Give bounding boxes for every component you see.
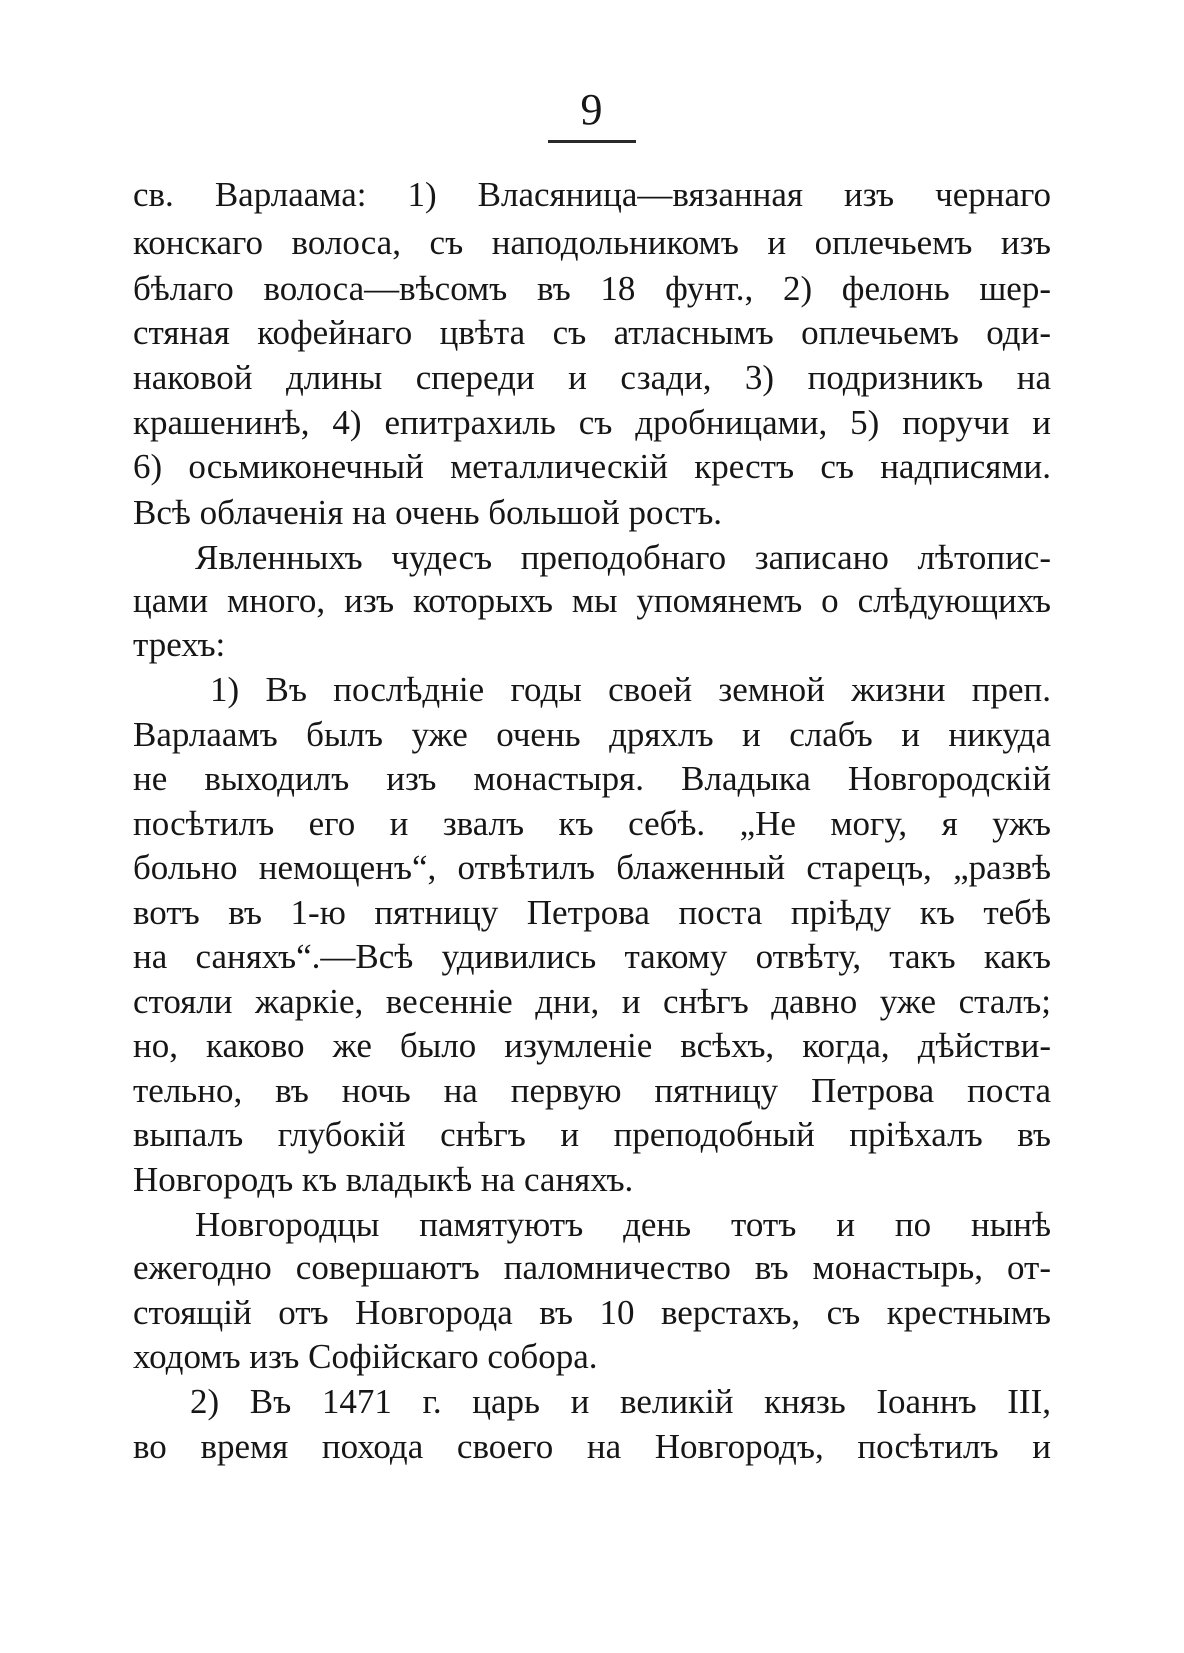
text-line: цами много, изъ которыхъ мы упомянемъ о слѣдующихъ [133,581,1051,620]
text-line: больно немощенъ“, отвѣтилъ блаженный старецъ, „развѣ [133,848,1051,887]
text-line: 2) Въ 1471 г. царь и великій князь Іоаннъ III, [190,1382,1051,1421]
text-line: выпалъ глубокій снѣгъ и преподобный пріѣхалъ въ [133,1115,1051,1154]
text-line: Варлаамъ былъ уже очень дряхлъ и слабъ и никуда [133,715,1051,754]
text-line: на саняхъ“.—Всѣ удивились такому отвѣту, такъ какъ [133,937,1051,976]
text-line: бѣлаго волоса—вѣсомъ въ 18 фунт., 2) фелонь шер- [133,269,1051,308]
text-line: Всѣ облаченія на очень большой ростъ. [133,493,723,532]
text-line: Новгородцы памятуютъ день тотъ и по нынѣ [195,1205,1051,1244]
text-line: Явленныхъ чудесъ преподобнаго записано лѣтопис- [195,538,1051,577]
page-number-rule [548,140,636,143]
page-number: 9 [580,85,604,134]
text-line: св. Варлаама: 1) Власяница—вязанная изъ чернаго [133,175,1051,214]
text-line: наковой длины спереди и сзади, 3) подризникъ на [133,358,1051,397]
text-line: конскаго волоса, съ наподольникомъ и оплечьемъ изъ [133,223,1051,262]
text-line: ходомъ изъ Софійскаго собора. [133,1337,598,1376]
text-line: трехъ: [133,625,226,664]
text-line: но, каково же было изумленіе всѣхъ, когда, дѣйстви- [133,1026,1051,1065]
text-line: тельно, въ ночь на первую пятницу Петрова поста [133,1071,1051,1110]
text-line: вотъ въ 1-ю пятницу Петрова поста пріѣду къ тебѣ [133,893,1051,932]
text-line: 1) Въ послѣдніе годы своей земной жизни преп. [210,670,1051,709]
text-line: стояли жаркіе, весенніе дни, и снѣгъ давно уже сталъ; [133,982,1051,1021]
text-line: ежегодно совершаютъ паломничество въ монастырь, от- [133,1248,1051,1287]
text-line: стоящій отъ Новгорода въ 10 верстахъ, съ крестнымъ [133,1293,1051,1332]
text-line: Новгородъ къ владыкѣ на саняхъ. [133,1160,634,1199]
text-line: стяная кофейнаго цвѣта съ атласнымъ оплечьемъ оди- [133,313,1051,352]
text-line: посѣтилъ его и звалъ къ себѣ. „Не могу, я ужъ [133,804,1051,843]
text-line: во время похода своего на Новгородъ, посѣтилъ и [133,1427,1051,1466]
text-line: крашенинѣ, 4) епитрахиль съ дробницами, 5) поручи и [133,403,1051,442]
text-line: не выходилъ изъ монастыря. Владыка Новгородскій [133,759,1051,798]
text-line: 6) осьмиконечный металлическій крестъ съ надписями. [133,447,1051,486]
